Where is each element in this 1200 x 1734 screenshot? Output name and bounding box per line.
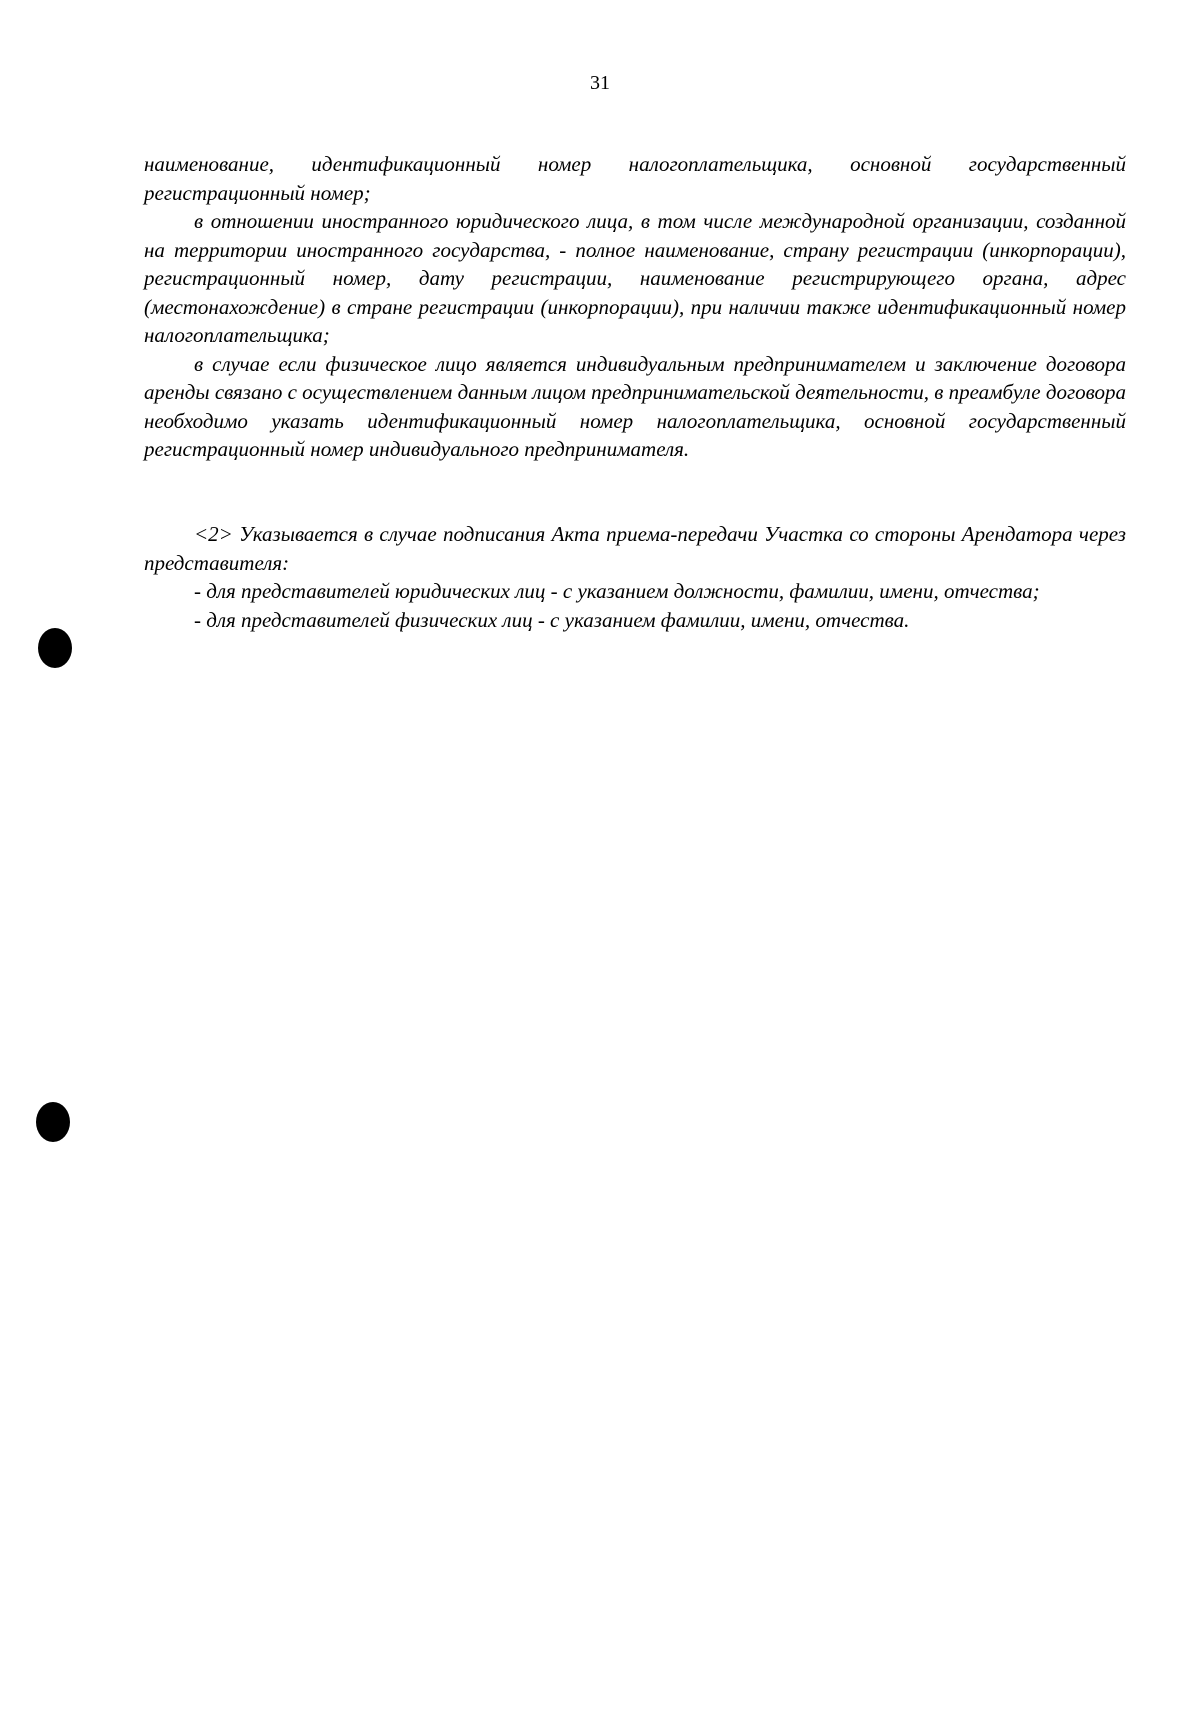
- footnote-2-paragraph-legal-representatives: - для представителей юридических лиц - с указанием должности, фамилии, имени, отчества;: [194, 579, 1040, 603]
- footnote-2-text: [144, 520, 1126, 634]
- footnote-1-paragraph-foreign-entity: в отношении иностранного юридического лица, в том числе международной организации, созданной на территории иностранного государства, - полное наименование, страну регистрации (инкорпорации), регистрационный номер, дату регистрации, наименование регистрирующего органа, адрес (местонахождение) в стране регистрации (инкорпорации), при наличии также идентификационный номер налогоплательщика;: [144, 209, 1126, 347]
- footnote-2-paragraph-individual-representatives: - для представителей физических лиц - с указанием фамилии, имени, отчества.: [194, 607, 910, 632]
- punch-hole-lower: [36, 1102, 70, 1142]
- footnote-2-paragraph-intro: <2> Указывается в случае подписания Акта приема-передачи Участка со стороны Арендатора через представителя:: [144, 522, 1126, 575]
- punch-hole-upper: [38, 628, 72, 668]
- footnote-1-text: [144, 150, 1126, 464]
- footnote-1-paragraph-legal-entity: наименование, идентификационный номер налогоплательщика, основной государственный регистрационный номер;: [144, 152, 1126, 205]
- page-number: 31: [590, 72, 610, 94]
- footnote-1-paragraph-entrepreneur: в случае если физическое лицо является индивидуальным предпринимателем и заключение договора аренды связано с осуществлением данным лицом предпринимательской деятельности, в преамбуле договора необходимо указать идентификационный номер налогоплательщика, основной государственный регистрационный номер индивидуального предпринимателя.: [144, 351, 1126, 461]
